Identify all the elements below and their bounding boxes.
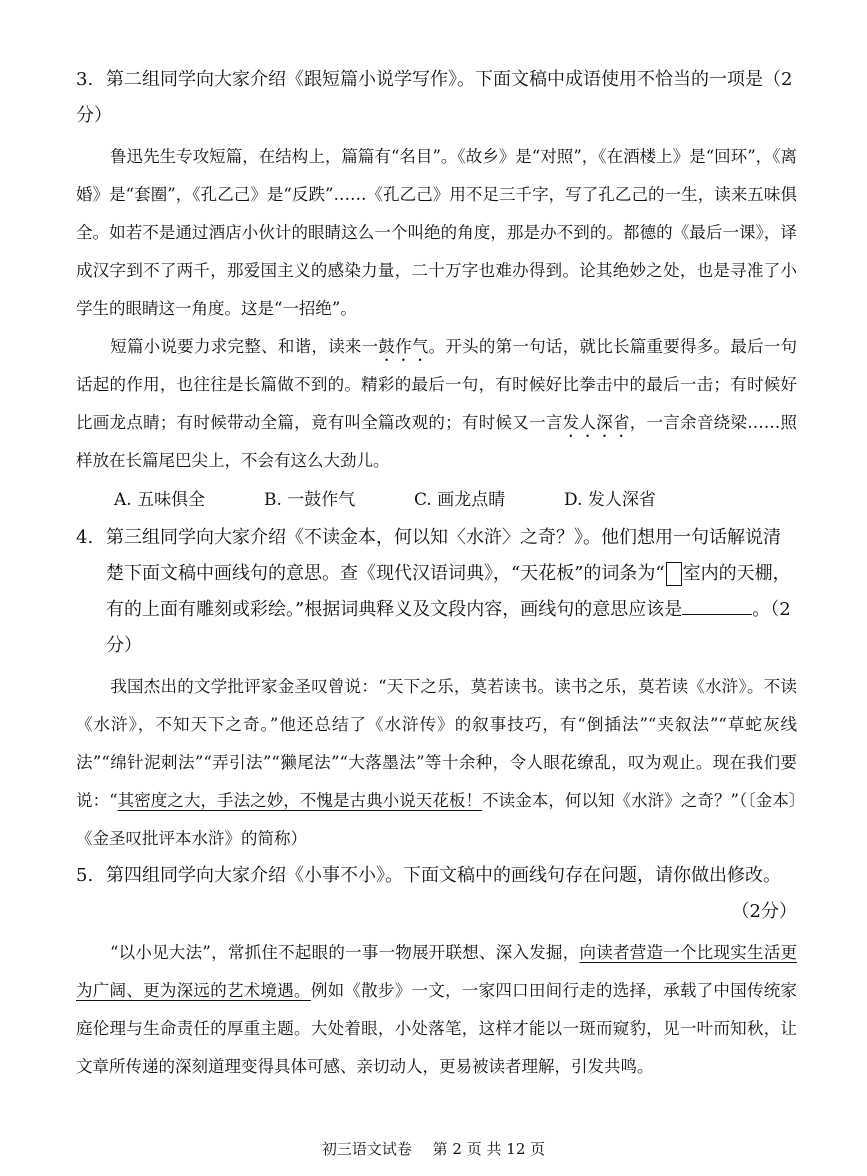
question-text: 第二组同学向大家介绍《跟短篇小说学写作》。下面文稿中成语使用不恰当的一项是（2分） [76,69,793,126]
underlined-sentence: 其密度之大，手法之妙，不愧是古典小说天花板！ [117,791,483,810]
question-5: 5. 第四组同学向大家介绍《小事不小》。下面文稿中的画线句存在问题，请你做出修改。 [76,858,797,894]
page-footer [0,1138,867,1159]
answer-box [666,562,682,586]
question-3 [76,62,797,134]
passage-q3-para2: 短篇小说要力求完整、和谐，读来一鼓作气。开头的第一句话，就比长篇重要得多。最后一句话起的作用，也往往是长篇做不到的。精彩的最后一句，有时候好比拳击中的最后一击；有时候好比画龙点睛；有时候带动全篇，竟有叫全篇改观的；有时候又一言发人深省，一言余音绕梁……照样放在长篇尾巴尖上，不会有这么大劲儿。 [76,337,798,470]
score-q5: （2分） [731,901,797,922]
question-4: 4. 第三组同学向大家介绍《不读金本，何以知〈水浒〉之奇？》。他们想用一句话解说清楚下面文稿中画线句的意思。查《现代汉语词典》，“天花板”的词条为“ 室内的天棚，有的上面有雕刻或彩绘。”根据词典释义及文段内容，画线句的意思应该是 。（2分） [76,520,797,664]
passage-q4: 我国杰出的文学批评家金圣叹曾说：“天下之乐，莫若读书。读书之乐，莫若读《水浒》。不读《水浒》，不知天下之奇。”他还总结了《水浒传》的叙事技巧，有“倒插法”“夹叙法”“草蛇灰线法”“绵针泥刺法”“弄引法”“獭尾法”“大落墨法”等十余种，令人眼花缭乱，叹为观止。现在我们要说：“其密度之大，手法之妙，不愧是古典小说天花板！不读金本，何以知《水浒》之奇？”（〔金本〕《金圣叹批评本水浒》的简称） [76,677,798,848]
option-c[interactable]: C. 画龙点睛 [414,490,506,510]
option-a[interactable]: A. 五味俱全 [114,490,206,510]
option-d[interactable]: D. 发人深省 [564,490,656,510]
question-number: 4. [76,527,94,548]
underlined-sentence: 向读者营造一个比现实生活更为广阔、更为深远的艺术境遇。 [76,943,798,1000]
option-b[interactable]: B. 一鼓作气 [264,490,356,510]
dotted-phrase: 鼓作气 [378,337,429,356]
footer-title: 初三语文试卷 [321,1140,412,1158]
question-number: 5. [76,865,94,886]
dotted-phrase: 发人深省 [562,413,630,432]
passage-q3-para1: 鲁迅先生专攻短篇，在结构上，篇篇有“名目”。《故乡》是“对照”，《在酒楼上》是“回环”，《离婚》是“套圈”，《孔乙己》是“反跌”……《孔乙己》用不足三千字，写了孔乙己的一生，读来五味俱全。如若不是通过酒店小伙计的眼睛这么一个叫绝的角度，那是办不到的。都德的《最后一课》，译成汉字到不了两千，那爱国主义的感染力量，二十万字也难办得到。论其绝妙之处，也是寻准了小学生的眼睛这一角度。这是“一招绝”。 [76,147,797,318]
question-number: 3. [76,69,94,90]
answer-blank[interactable] [682,594,752,615]
options-q3 [76,480,797,520]
passage-q5: “以小见大法”，常抓住不起眼的一事一物展开联想、深入发掘，向读者营造一个比现实生活更为广阔、更为深远的艺术境遇。例如《散步》一文，一家四口田间行走的选择，承载了中国传统家庭伦理与生命责任的厚重主题。大处着眼，小处落笔，这样才能以一斑而窥豹，见一叶而知秋，让文章所传递的深刻道理变得具体可感、亲切动人，更易被读者理解，引发共鸣。 [76,943,798,1076]
footer-page: 第 2 页 共 12 页 [432,1140,546,1158]
